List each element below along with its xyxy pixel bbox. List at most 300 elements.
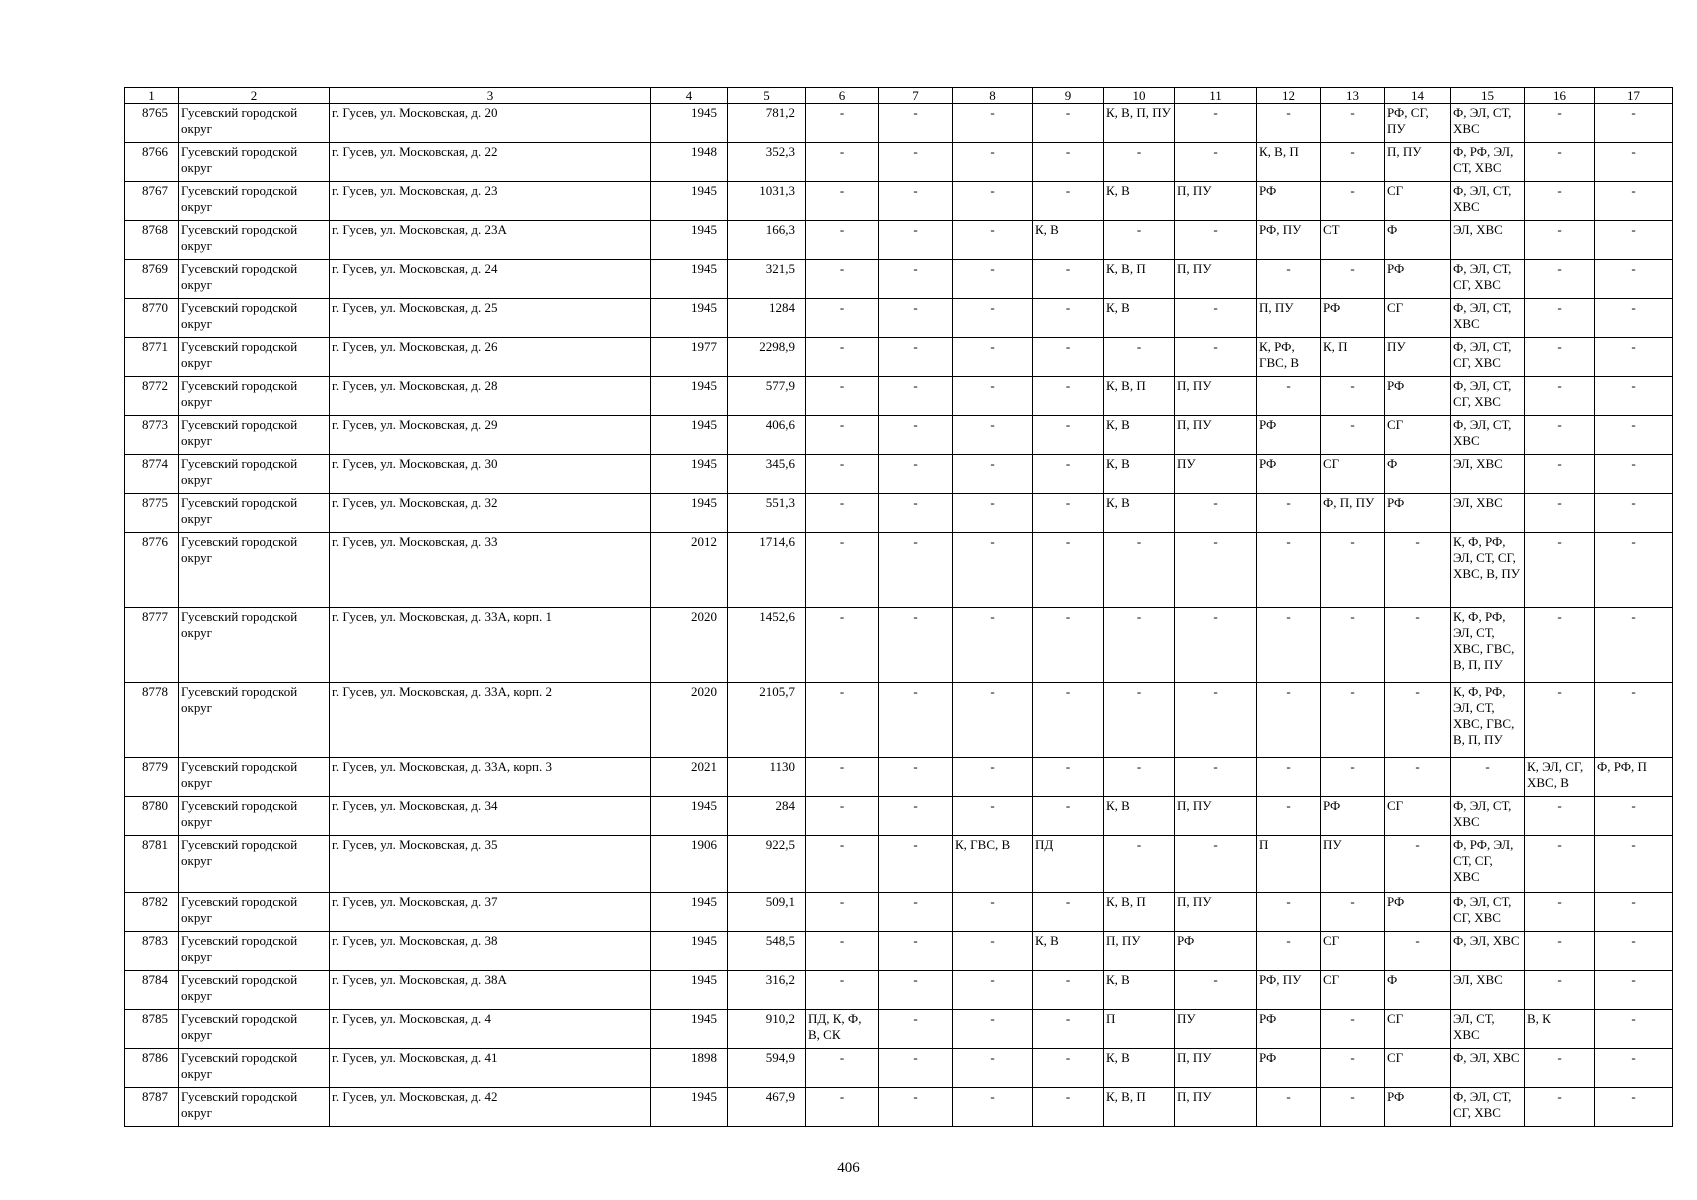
cell-col-8: - (953, 299, 1033, 338)
table-row (125, 608, 1673, 683)
cell-col-17: - (1595, 683, 1673, 758)
column-header: 10 (1104, 88, 1175, 104)
cell-district: Гусевский городской округ (179, 836, 330, 893)
cell-col-17: - (1595, 221, 1673, 260)
cell-col-13: СГ (1321, 932, 1385, 971)
cell-year-built: 1906 (651, 836, 728, 893)
column-header: 14 (1385, 88, 1451, 104)
cell-col-10: К, В, П (1104, 893, 1175, 932)
cell-col-15: К, Ф, РФ, ЭЛ, СТ, ХВС, ГВС, В, П, ПУ (1451, 608, 1525, 683)
cell-col-7: - (879, 1049, 953, 1088)
cell-col-15: К, Ф, РФ, ЭЛ, СТ, ХВС, ГВС, В, П, ПУ (1451, 683, 1525, 758)
cell-col-12: - (1257, 932, 1321, 971)
cell-col-10: К, В (1104, 455, 1175, 494)
cell-area: 2298,9 (728, 338, 806, 377)
cell-area: 551,3 (728, 494, 806, 533)
cell-col-12: К, В, П (1257, 143, 1321, 182)
cell-col-16: - (1525, 533, 1595, 608)
cell-col-7: - (879, 104, 953, 143)
cell-col-7: - (879, 932, 953, 971)
cell-col-6: - (806, 533, 879, 608)
cell-district: Гусевский городской округ (179, 377, 330, 416)
cell-area: 166,3 (728, 221, 806, 260)
cell-col-11: - (1175, 758, 1257, 797)
cell-col-7: - (879, 494, 953, 533)
cell-district: Гусевский городской округ (179, 299, 330, 338)
cell-row-number: 8787 (125, 1088, 179, 1127)
cell-col-11: П, ПУ (1175, 182, 1257, 221)
table-row (125, 1010, 1673, 1049)
cell-col-12: РФ, ПУ (1257, 971, 1321, 1010)
cell-col-10: К, В, П, ПУ (1104, 104, 1175, 143)
cell-col-17: - (1595, 893, 1673, 932)
cell-col-9: - (1033, 494, 1104, 533)
cell-address: г. Гусев, ул. Московская, д. 32 (330, 494, 651, 533)
cell-col-12: К, РФ, ГВС, В (1257, 338, 1321, 377)
cell-col-9: - (1033, 893, 1104, 932)
cell-col-9: - (1033, 416, 1104, 455)
cell-col-7: - (879, 1088, 953, 1127)
cell-col-15: - (1451, 758, 1525, 797)
cell-col-14: Ф (1385, 455, 1451, 494)
cell-address: г. Гусев, ул. Московская, д. 29 (330, 416, 651, 455)
cell-col-17: - (1595, 797, 1673, 836)
cell-col-12: - (1257, 533, 1321, 608)
table-row (125, 221, 1673, 260)
cell-col-6: - (806, 377, 879, 416)
cell-col-12: РФ (1257, 1049, 1321, 1088)
cell-year-built: 1948 (651, 143, 728, 182)
cell-col-17: - (1595, 533, 1673, 608)
cell-col-14: СГ (1385, 299, 1451, 338)
cell-address: г. Гусев, ул. Московская, д. 28 (330, 377, 651, 416)
cell-col-14: П, ПУ (1385, 143, 1451, 182)
cell-year-built: 1945 (651, 971, 728, 1010)
cell-col-9: ПД (1033, 836, 1104, 893)
cell-col-16: - (1525, 455, 1595, 494)
cell-district: Гусевский городской округ (179, 971, 330, 1010)
cell-col-11: - (1175, 494, 1257, 533)
cell-col-12: П, ПУ (1257, 299, 1321, 338)
cell-area: 922,5 (728, 836, 806, 893)
cell-year-built: 1945 (651, 260, 728, 299)
column-header: 15 (1451, 88, 1525, 104)
cell-col-6: - (806, 260, 879, 299)
cell-col-8: - (953, 1088, 1033, 1127)
cell-col-8: - (953, 533, 1033, 608)
cell-col-11: П, ПУ (1175, 893, 1257, 932)
cell-area: 321,5 (728, 260, 806, 299)
cell-col-11: - (1175, 299, 1257, 338)
cell-col-11: - (1175, 143, 1257, 182)
cell-col-10: - (1104, 683, 1175, 758)
cell-col-13: - (1321, 143, 1385, 182)
cell-row-number: 8783 (125, 932, 179, 971)
column-header: 7 (879, 88, 953, 104)
cell-col-13: - (1321, 1088, 1385, 1127)
cell-area: 509,1 (728, 893, 806, 932)
cell-col-13: - (1321, 1049, 1385, 1088)
cell-col-17: - (1595, 1049, 1673, 1088)
cell-col-7: - (879, 836, 953, 893)
cell-col-17: - (1595, 455, 1673, 494)
cell-year-built: 2012 (651, 533, 728, 608)
cell-col-17: - (1595, 932, 1673, 971)
cell-row-number: 8782 (125, 893, 179, 932)
cell-col-15: Ф, ЭЛ, ХВС (1451, 932, 1525, 971)
cell-col-9: К, В (1033, 932, 1104, 971)
cell-col-12: РФ (1257, 416, 1321, 455)
cell-col-9: - (1033, 758, 1104, 797)
cell-col-11: П, ПУ (1175, 797, 1257, 836)
cell-year-built: 2020 (651, 608, 728, 683)
cell-col-9: - (1033, 143, 1104, 182)
cell-district: Гусевский городской округ (179, 494, 330, 533)
cell-district: Гусевский городской округ (179, 455, 330, 494)
table-row (125, 299, 1673, 338)
cell-col-10: К, В (1104, 416, 1175, 455)
cell-year-built: 1945 (651, 893, 728, 932)
cell-col-7: - (879, 683, 953, 758)
table-row (125, 932, 1673, 971)
cell-address: г. Гусев, ул. Московская, д. 23 (330, 182, 651, 221)
cell-area: 1031,3 (728, 182, 806, 221)
column-header: 11 (1175, 88, 1257, 104)
cell-col-16: - (1525, 221, 1595, 260)
cell-col-8: - (953, 971, 1033, 1010)
cell-col-11: П, ПУ (1175, 416, 1257, 455)
cell-col-17: - (1595, 143, 1673, 182)
cell-row-number: 8766 (125, 143, 179, 182)
cell-col-16: - (1525, 1049, 1595, 1088)
cell-row-number: 8772 (125, 377, 179, 416)
cell-col-11: П, ПУ (1175, 260, 1257, 299)
cell-district: Гусевский городской округ (179, 932, 330, 971)
cell-col-14: СГ (1385, 797, 1451, 836)
cell-col-16: - (1525, 971, 1595, 1010)
cell-district: Гусевский городской округ (179, 338, 330, 377)
cell-address: г. Гусев, ул. Московская, д. 42 (330, 1088, 651, 1127)
cell-col-17: - (1595, 836, 1673, 893)
cell-row-number: 8771 (125, 338, 179, 377)
cell-col-6: - (806, 494, 879, 533)
cell-area: 316,2 (728, 971, 806, 1010)
cell-col-8: - (953, 1010, 1033, 1049)
cell-col-17: - (1595, 299, 1673, 338)
cell-col-17: - (1595, 1088, 1673, 1127)
cell-col-9: - (1033, 797, 1104, 836)
cell-col-8: - (953, 338, 1033, 377)
table-row (125, 143, 1673, 182)
cell-col-15: Ф, ЭЛ, ХВС (1451, 1049, 1525, 1088)
cell-address: г. Гусев, ул. Московская, д. 37 (330, 893, 651, 932)
cell-col-16: - (1525, 893, 1595, 932)
cell-col-17: - (1595, 971, 1673, 1010)
cell-col-10: К, В (1104, 182, 1175, 221)
cell-col-14: СГ (1385, 1010, 1451, 1049)
cell-col-13: РФ (1321, 797, 1385, 836)
cell-district: Гусевский городской округ (179, 260, 330, 299)
cell-col-8: - (953, 182, 1033, 221)
cell-year-built: 2021 (651, 758, 728, 797)
cell-col-11: - (1175, 221, 1257, 260)
cell-address: г. Гусев, ул. Московская, д. 35 (330, 836, 651, 893)
column-header: 16 (1525, 88, 1595, 104)
cell-address: г. Гусев, ул. Московская, д. 33А, корп. 3 (330, 758, 651, 797)
cell-col-7: - (879, 416, 953, 455)
cell-col-8: - (953, 758, 1033, 797)
cell-col-10: К, В (1104, 797, 1175, 836)
cell-col-13: ПУ (1321, 836, 1385, 893)
cell-col-17: - (1595, 494, 1673, 533)
cell-row-number: 8770 (125, 299, 179, 338)
cell-col-17: - (1595, 608, 1673, 683)
cell-col-15: Ф, ЭЛ, СТ, ХВС (1451, 299, 1525, 338)
cell-col-7: - (879, 338, 953, 377)
table-row (125, 455, 1673, 494)
cell-col-6: - (806, 1049, 879, 1088)
cell-address: г. Гусев, ул. Московская, д. 34 (330, 797, 651, 836)
cell-col-8: - (953, 416, 1033, 455)
table-row (125, 1049, 1673, 1088)
cell-col-16: - (1525, 299, 1595, 338)
cell-row-number: 8780 (125, 797, 179, 836)
cell-year-built: 1945 (651, 1088, 728, 1127)
cell-district: Гусевский городской округ (179, 182, 330, 221)
cell-col-15: Ф, ЭЛ, СТ, ХВС (1451, 416, 1525, 455)
cell-col-11: - (1175, 533, 1257, 608)
cell-col-9: - (1033, 338, 1104, 377)
cell-area: 467,9 (728, 1088, 806, 1127)
cell-col-17: - (1595, 104, 1673, 143)
cell-col-13: - (1321, 416, 1385, 455)
cell-col-12: - (1257, 758, 1321, 797)
cell-col-7: - (879, 182, 953, 221)
cell-address: г. Гусев, ул. Московская, д. 38 (330, 932, 651, 971)
cell-year-built: 1945 (651, 182, 728, 221)
cell-col-9: - (1033, 1088, 1104, 1127)
cell-col-11: П, ПУ (1175, 377, 1257, 416)
cell-address: г. Гусев, ул. Московская, д. 4 (330, 1010, 651, 1049)
cell-area: 345,6 (728, 455, 806, 494)
cell-row-number: 8773 (125, 416, 179, 455)
cell-col-13: - (1321, 104, 1385, 143)
cell-address: г. Гусев, ул. Московская, д. 33 (330, 533, 651, 608)
cell-col-14: ПУ (1385, 338, 1451, 377)
cell-col-9: - (1033, 455, 1104, 494)
cell-col-11: П, ПУ (1175, 1088, 1257, 1127)
column-header: 2 (179, 88, 330, 104)
cell-year-built: 1945 (651, 455, 728, 494)
cell-row-number: 8769 (125, 260, 179, 299)
cell-col-14: РФ, СГ, ПУ (1385, 104, 1451, 143)
cell-col-6: - (806, 104, 879, 143)
cell-col-10: К, В (1104, 299, 1175, 338)
cell-col-9: - (1033, 1049, 1104, 1088)
cell-col-9: - (1033, 533, 1104, 608)
cell-col-17: - (1595, 182, 1673, 221)
cell-col-11: - (1175, 683, 1257, 758)
cell-col-12: П (1257, 836, 1321, 893)
cell-col-7: - (879, 893, 953, 932)
cell-col-12: - (1257, 494, 1321, 533)
table-row (125, 416, 1673, 455)
column-header: 6 (806, 88, 879, 104)
table-row (125, 836, 1673, 893)
cell-col-10: - (1104, 533, 1175, 608)
column-header: 9 (1033, 88, 1104, 104)
cell-address: г. Гусев, ул. Московская, д. 33А, корп. 1 (330, 608, 651, 683)
cell-col-8: - (953, 893, 1033, 932)
cell-col-13: СГ (1321, 455, 1385, 494)
cell-col-11: - (1175, 971, 1257, 1010)
cell-col-8: - (953, 455, 1033, 494)
cell-col-12: - (1257, 104, 1321, 143)
cell-col-13: - (1321, 377, 1385, 416)
cell-col-6: - (806, 1088, 879, 1127)
cell-col-16: - (1525, 932, 1595, 971)
cell-col-9: - (1033, 299, 1104, 338)
cell-col-8: - (953, 494, 1033, 533)
cell-col-15: ЭЛ, ХВС (1451, 455, 1525, 494)
cell-col-16: - (1525, 104, 1595, 143)
cell-address: г. Гусев, ул. Московская, д. 26 (330, 338, 651, 377)
cell-address: г. Гусев, ул. Московская, д. 33А, корп. 2 (330, 683, 651, 758)
cell-row-number: 8786 (125, 1049, 179, 1088)
cell-district: Гусевский городской округ (179, 608, 330, 683)
cell-col-11: ПУ (1175, 1010, 1257, 1049)
cell-area: 594,9 (728, 1049, 806, 1088)
cell-col-10: К, В (1104, 971, 1175, 1010)
cell-row-number: 8765 (125, 104, 179, 143)
cell-col-15: ЭЛ, ХВС (1451, 494, 1525, 533)
table-row (125, 797, 1673, 836)
cell-col-15: Ф, РФ, ЭЛ, СТ, СГ, ХВС (1451, 836, 1525, 893)
cell-col-14: - (1385, 533, 1451, 608)
cell-district: Гусевский городской округ (179, 893, 330, 932)
cell-col-6: - (806, 221, 879, 260)
column-header: 13 (1321, 88, 1385, 104)
cell-col-15: ЭЛ, ХВС (1451, 221, 1525, 260)
column-header: 17 (1595, 88, 1673, 104)
cell-col-8: - (953, 143, 1033, 182)
cell-col-10: К, В (1104, 494, 1175, 533)
cell-col-13: - (1321, 683, 1385, 758)
table-row (125, 182, 1673, 221)
cell-col-12: - (1257, 1088, 1321, 1127)
cell-year-built: 1945 (651, 494, 728, 533)
cell-row-number: 8776 (125, 533, 179, 608)
cell-col-6: - (806, 608, 879, 683)
cell-col-16: - (1525, 260, 1595, 299)
cell-col-8: - (953, 377, 1033, 416)
cell-col-9: - (1033, 608, 1104, 683)
cell-col-10: К, В, П (1104, 1088, 1175, 1127)
cell-col-6: - (806, 971, 879, 1010)
cell-area: 406,6 (728, 416, 806, 455)
table-row (125, 683, 1673, 758)
column-header: 1 (125, 88, 179, 104)
cell-col-10: К, В (1104, 1049, 1175, 1088)
cell-col-8: К, ГВС, В (953, 836, 1033, 893)
cell-col-15: Ф, ЭЛ, СТ, ХВС (1451, 797, 1525, 836)
cell-area: 548,5 (728, 932, 806, 971)
table-row (125, 494, 1673, 533)
cell-district: Гусевский городской округ (179, 1088, 330, 1127)
cell-col-14: РФ (1385, 260, 1451, 299)
cell-col-13: - (1321, 1010, 1385, 1049)
cell-row-number: 8778 (125, 683, 179, 758)
cell-col-14: - (1385, 608, 1451, 683)
cell-row-number: 8775 (125, 494, 179, 533)
cell-col-8: - (953, 221, 1033, 260)
cell-col-16: В, К (1525, 1010, 1595, 1049)
cell-col-12: РФ (1257, 455, 1321, 494)
cell-col-12: - (1257, 683, 1321, 758)
cell-col-6: ПД, К, Ф, В, СК (806, 1010, 879, 1049)
cell-col-11: П, ПУ (1175, 1049, 1257, 1088)
cell-col-13: - (1321, 758, 1385, 797)
cell-col-16: - (1525, 797, 1595, 836)
cell-col-15: Ф, ЭЛ, СТ, СГ, ХВС (1451, 1088, 1525, 1127)
table-row (125, 533, 1673, 608)
cell-year-built: 1945 (651, 377, 728, 416)
cell-year-built: 1945 (651, 797, 728, 836)
cell-col-14: - (1385, 683, 1451, 758)
cell-col-15: Ф, РФ, ЭЛ, СТ, ХВС (1451, 143, 1525, 182)
cell-col-16: - (1525, 836, 1595, 893)
cell-col-7: - (879, 971, 953, 1010)
cell-row-number: 8781 (125, 836, 179, 893)
cell-col-11: - (1175, 608, 1257, 683)
cell-col-16: - (1525, 143, 1595, 182)
cell-col-10: К, В, П (1104, 377, 1175, 416)
cell-col-15: Ф, ЭЛ, СТ, СГ, ХВС (1451, 893, 1525, 932)
cell-col-12: - (1257, 608, 1321, 683)
cell-col-8: - (953, 260, 1033, 299)
cell-col-17: - (1595, 338, 1673, 377)
cell-address: г. Гусев, ул. Московская, д. 41 (330, 1049, 651, 1088)
cell-col-12: РФ (1257, 182, 1321, 221)
cell-col-12: РФ (1257, 1010, 1321, 1049)
cell-row-number: 8785 (125, 1010, 179, 1049)
cell-address: г. Гусев, ул. Московская, д. 30 (330, 455, 651, 494)
cell-col-12: - (1257, 893, 1321, 932)
table-row (125, 260, 1673, 299)
cell-col-15: Ф, ЭЛ, СТ, СГ, ХВС (1451, 260, 1525, 299)
cell-col-10: - (1104, 608, 1175, 683)
cell-col-7: - (879, 377, 953, 416)
cell-area: 2105,7 (728, 683, 806, 758)
cell-col-14: Ф (1385, 221, 1451, 260)
cell-col-9: К, В (1033, 221, 1104, 260)
cell-address: г. Гусев, ул. Московская, д. 25 (330, 299, 651, 338)
cell-district: Гусевский городской округ (179, 104, 330, 143)
cell-col-13: - (1321, 608, 1385, 683)
cell-col-7: - (879, 221, 953, 260)
cell-col-10: - (1104, 758, 1175, 797)
cell-area: 1714,6 (728, 533, 806, 608)
cell-row-number: 8767 (125, 182, 179, 221)
cell-col-6: - (806, 455, 879, 494)
cell-year-built: 2020 (651, 683, 728, 758)
cell-col-15: ЭЛ, ХВС (1451, 971, 1525, 1010)
table-row (125, 758, 1673, 797)
cell-col-12: - (1257, 797, 1321, 836)
cell-col-16: - (1525, 338, 1595, 377)
cell-col-17: - (1595, 1010, 1673, 1049)
cell-district: Гусевский городской округ (179, 1049, 330, 1088)
